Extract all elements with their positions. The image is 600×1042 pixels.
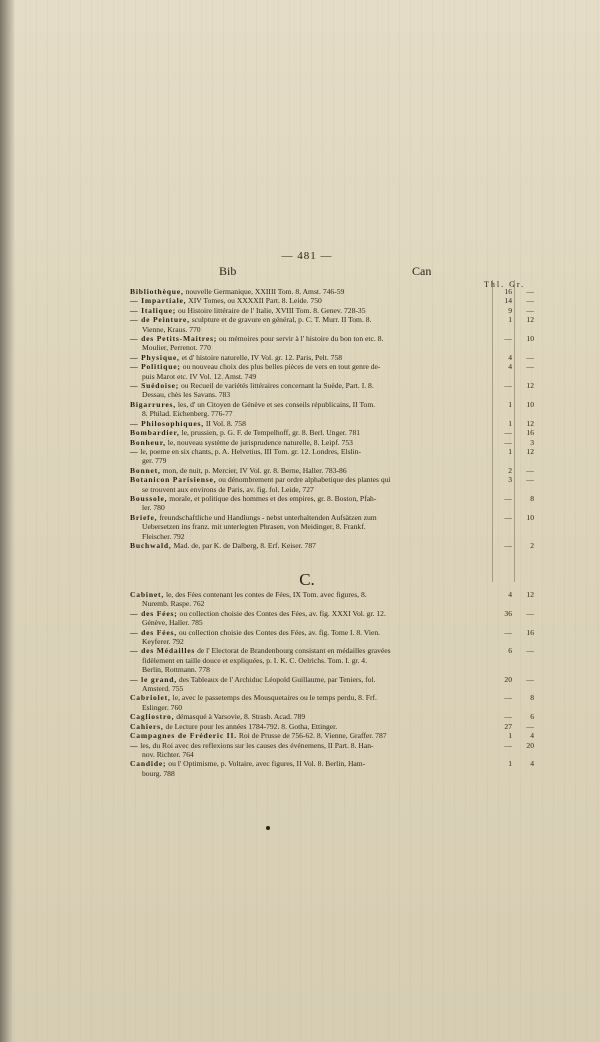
entry-list-b <box>130 287 534 550</box>
entry-heading: — Suédoise; <box>130 381 180 391</box>
entry-heading: — Italique; <box>130 305 177 315</box>
catalog-entry <box>130 315 534 334</box>
entry-line: de Lecture pour les années 1784-792. 8. Gotha, Ettinger. <box>165 721 338 731</box>
price-groschen: 16 <box>526 428 534 438</box>
catalog-entry <box>130 590 534 609</box>
entry-line: ou mémoires pour servir à l' histoire du bon ton etc. 8. <box>219 334 384 344</box>
entry-line: puis Marot etc. IV Vol. 12. Amst. 749 <box>142 371 257 381</box>
entry-text <box>130 315 490 334</box>
entry-text <box>130 712 490 721</box>
catalog-entry <box>130 513 534 541</box>
entry-line: Génève, Haller. 785 <box>142 618 203 628</box>
price-groschen: 4 <box>530 731 534 741</box>
price-groschen: 12 <box>526 418 534 428</box>
price-groschen: — <box>526 646 534 656</box>
price-thaler: 3 <box>508 475 512 485</box>
catalog-entry <box>130 722 534 731</box>
catalog-entry <box>130 334 534 353</box>
price-groschen: 20 <box>526 740 534 750</box>
entry-text <box>130 494 490 513</box>
price-thaler: 1 <box>508 399 512 409</box>
price-thaler: 4 <box>508 352 512 362</box>
entry-text <box>130 381 490 400</box>
entry-heading: Buchwald, <box>130 540 172 550</box>
catalog-entry <box>130 447 534 466</box>
price-groschen: 12 <box>526 381 534 391</box>
entry-heading: — Physique, <box>130 352 180 362</box>
price-groschen: — <box>526 674 534 684</box>
catalog-entry <box>130 362 534 381</box>
price-thaler: — <box>504 437 512 447</box>
entry-heading: Cagliostro, <box>130 712 175 722</box>
entry-text <box>130 759 490 778</box>
price-thaler: 2 <box>508 465 512 475</box>
entry-heading: — Impartiale, <box>130 296 187 306</box>
entry-line: ou dénombrement par ordre alphabetique des plantes qui <box>218 475 391 485</box>
entry-heading: — des Fées, <box>130 627 177 637</box>
entry-heading: — Politique; <box>130 362 181 372</box>
entry-line: le, avec le passetemps des Mousquetaires ou le temps perdu, 8. Frf. <box>172 693 377 703</box>
entry-text <box>130 466 490 475</box>
entry-text <box>130 287 490 296</box>
entry-text <box>130 419 490 428</box>
entry-list-c <box>130 590 534 778</box>
entry-line: Fleischer. 792 <box>142 531 185 541</box>
book-page <box>14 0 600 1042</box>
entry-text <box>130 541 490 550</box>
entry-line: nov. Richter. 764 <box>142 749 194 759</box>
price-thaler: — <box>504 493 512 503</box>
entry-heading: — <box>130 446 139 456</box>
entry-line: Uebersetzen ins franz. mit unterlegten Phrasen, von Meidinger, 8. Frankf. <box>142 522 366 532</box>
price-groschen: — <box>526 721 534 731</box>
entry-line: ou nouveau choix des plus belles pièces de vers en tout genre de- <box>182 362 381 372</box>
entry-line: et d' histoire naturelle, IV Vol. gr. 12. Paris, Pelt. 758 <box>181 352 343 362</box>
price-thaler: — <box>504 693 512 703</box>
entry-heading: — des Médailles <box>130 646 196 656</box>
price-thaler: 1 <box>508 418 512 428</box>
catalog-entry <box>130 296 534 305</box>
entry-heading: — des Petits-Maitres; <box>130 334 218 344</box>
price-groschen: 10 <box>526 512 534 522</box>
entry-line: des Tableaux de l' Archiduc Léopold Guillaume, par Teniers, fol. <box>178 674 376 684</box>
entry-text <box>130 590 490 609</box>
entry-line: sculpture et de gravure en général, p. C. T. Murr. II Tom. 8. <box>191 315 372 325</box>
price-thaler: 4 <box>508 590 512 599</box>
entry-line: nouvelle Germanique, XXIIII Tom. 8. Amst. 746-59 <box>185 287 345 296</box>
entry-line: Keyferer. 792 <box>142 637 184 647</box>
price-thaler: — <box>504 381 512 391</box>
entry-line: ou Histoire littéraire de l' Italie, XVIII Tom. 8. Genev. 728-35 <box>178 305 366 315</box>
catalog-entry <box>130 646 534 674</box>
entry-heading: Bombardier, <box>130 428 180 438</box>
entry-line: ler. 780 <box>142 503 165 513</box>
entry-line: le, des Fées contenant les contes de Fées, IX Tom. avec figures, 8. <box>165 590 367 599</box>
page-number: — 481 — <box>281 250 333 262</box>
price-groschen: 12 <box>526 315 534 325</box>
entry-text <box>130 438 490 447</box>
price-thaler: 14 <box>504 296 512 306</box>
price-groschen: 6 <box>530 712 534 722</box>
entry-line: 8. Philad. Eichenberg. 776-77 <box>142 409 233 419</box>
catalog-entry <box>130 741 534 760</box>
price-groschen: — <box>526 608 534 618</box>
price-groschen: 4 <box>530 759 534 769</box>
entry-line: le, poeme en six chants, p. A. Helvetius, III Tom. gr. 12. Londres, Elslin- <box>140 446 362 456</box>
price-groschen: 2 <box>530 540 534 550</box>
ink-spot <box>266 826 270 830</box>
price-thaler: — <box>504 740 512 750</box>
price-thaler: — <box>504 334 512 344</box>
entry-heading: Bigarrures, <box>130 399 176 409</box>
price-thaler: — <box>504 512 512 522</box>
catalog-entry <box>130 675 534 694</box>
price-thaler: — <box>504 540 512 550</box>
entry-heading: Botanicon Parisiense, <box>130 475 217 485</box>
catalog-entry <box>130 475 534 494</box>
entry-heading: — Philosophiques, <box>130 418 204 428</box>
price-groschen: 12 <box>526 590 534 599</box>
catalog-entry <box>130 693 534 712</box>
entry-heading: Campagnes de Fréderic II. <box>130 731 237 741</box>
entry-line: Berlin, Rottmann. 778 <box>142 665 210 675</box>
catalog-entry <box>130 494 534 513</box>
entry-text <box>130 722 490 731</box>
entry-text <box>130 428 490 437</box>
entry-line: Dessau, chès les Savans. 783 <box>142 390 231 400</box>
entry-line: démasqué à Varsovie, 8. Strasb. Acad. 789 <box>176 712 306 722</box>
price-thaler: 16 <box>504 287 512 296</box>
entry-text <box>130 693 490 712</box>
catalog-entry <box>130 428 534 437</box>
price-thaler: 36 <box>504 608 512 618</box>
entry-text <box>130 628 490 647</box>
price-thaler: — <box>504 627 512 637</box>
entry-line: morale, et politique des hommes et des empires, gr. 8. Boston, Pfah- <box>169 493 377 503</box>
entry-line: le, nouveau système de jurisprudence naturelle, 8. Leipf. 753 <box>167 437 353 447</box>
catalog-entry <box>130 400 534 419</box>
entry-heading: Candide; <box>130 759 167 769</box>
entry-line: ou l' Optimisme, p. Voltaire, avec figures, II Vol. 8. Berlin, Ham- <box>168 759 366 769</box>
entry-heading: Bonnet, <box>130 465 161 475</box>
price-thaler: — <box>504 428 512 438</box>
entry-heading: Briefe, <box>130 512 158 522</box>
entry-line: XIV Tomes, ou XXXXII Part. 8. Leide. 750 <box>188 296 322 306</box>
entry-heading: Cabinet, <box>130 590 165 599</box>
price-groschen: 12 <box>526 446 534 456</box>
price-groschen: — <box>526 475 534 485</box>
entry-line: ou collection choisie des Contes des Fées, av. fig. XXXI Vol. gr. 12. <box>179 608 386 618</box>
entry-line: Roi de Prusse de 756-62. 8. Vienne, Graffer. 787 <box>238 731 387 741</box>
entry-heading: — le grand, <box>130 674 177 684</box>
price-thaler: 27 <box>504 721 512 731</box>
price-thaler: 1 <box>508 315 512 325</box>
entry-text <box>130 306 490 315</box>
entry-text <box>130 296 490 305</box>
entry-line: de l' Electorat de Brandenbourg consistant en médailles gravées <box>197 646 391 656</box>
entry-text <box>130 675 490 694</box>
price-groschen: 8 <box>530 493 534 503</box>
entry-text <box>130 400 490 419</box>
catalog-entry <box>130 287 534 296</box>
entry-heading: Cabriolet, <box>130 693 171 703</box>
entry-line: se trouvent aux environs de Paris, av. fig. fol. Leide, 727 <box>142 484 314 494</box>
price-groschen: 16 <box>526 627 534 637</box>
entry-line: ou Recueil de variétés littéraires concernant la Suède, Part. I. 8. <box>181 381 374 391</box>
entry-line: Amsterd. 755 <box>142 684 184 694</box>
entry-line: mon, de nuit, p. Mercier, IV Vol. gr. 8. Berne, Haller. 783-86 <box>162 465 347 475</box>
entry-heading: — de Peinture, <box>130 315 190 325</box>
catalog-entry <box>130 609 534 628</box>
catalog-entry <box>130 541 534 550</box>
entry-line: les, d' un Citoyen de Génève et ses conseils républicains, II Tom. <box>177 399 376 409</box>
price-groschen: — <box>526 296 534 306</box>
entry-line: freundschaftliche und Handlungs - nebst unterhaltenden Aufsätzen zum <box>159 512 377 522</box>
price-groschen: — <box>526 287 534 296</box>
price-thaler: 1 <box>508 759 512 769</box>
price-thaler: 1 <box>508 446 512 456</box>
price-thaler: 1 <box>508 731 512 741</box>
catalog-entry <box>130 628 534 647</box>
scan-shadow-edge <box>0 0 14 1042</box>
entry-line: II Vol. 8. 758 <box>205 418 246 428</box>
catalog-entry <box>130 731 534 740</box>
catalog-entry <box>130 306 534 315</box>
price-groschen: 10 <box>526 399 534 409</box>
entry-line: le, prussien, p. G. F. de Tempelhoff, gr. 8. Berl. Unger. 781 <box>181 428 361 438</box>
price-thaler: 4 <box>508 362 512 372</box>
price-thaler: — <box>504 712 512 722</box>
entry-heading: — des Fées; <box>130 608 178 618</box>
entry-line: Vienne, Kraus. 770 <box>142 324 201 334</box>
entry-text <box>130 731 490 740</box>
entry-text <box>130 513 490 541</box>
entry-text <box>130 362 490 381</box>
entry-heading: Cahiers, <box>130 721 164 731</box>
running-head-right: Can <box>412 264 432 278</box>
entry-line: bourg. 788 <box>142 768 175 778</box>
entry-line: ger. 779 <box>142 456 167 466</box>
entry-heading: — <box>130 740 139 750</box>
entry-heading: Bibliothèque, <box>130 287 184 296</box>
catalog-entry <box>130 353 534 362</box>
price-groschen: — <box>526 465 534 475</box>
entry-line: ou collection choisie des Contes des Fées, av. fig. Tome I. 8. Vien. <box>178 627 381 637</box>
entry-text <box>130 447 490 466</box>
price-groschen: — <box>526 362 534 372</box>
price-column-heads: Thl. Gr. <box>484 280 526 289</box>
entry-heading: Bonheur, <box>130 437 166 447</box>
running-head-left: Bib <box>219 264 237 278</box>
catalog-entry <box>130 419 534 428</box>
price-groschen: — <box>526 305 534 315</box>
entry-text <box>130 353 490 362</box>
entry-text <box>130 334 490 353</box>
entry-line: Mad. de, par K. de Dalberg, 8. Erf. Keiser. 787 <box>173 540 316 550</box>
entry-line: Eslinger. 760 <box>142 702 183 712</box>
entry-line: les, du Roi avec des reflexions sur les causes des événemens, II Part. 8. Han- <box>140 740 374 750</box>
entry-text <box>130 609 490 628</box>
catalog-entry <box>130 759 534 778</box>
price-groschen: — <box>526 352 534 362</box>
price-thaler: 20 <box>504 674 512 684</box>
entry-text <box>130 646 490 674</box>
entry-line: Nuremb. Raspe. 762 <box>142 599 205 609</box>
price-groschen: 10 <box>526 334 534 344</box>
price-groschen: 3 <box>530 437 534 447</box>
catalog-entry <box>130 466 534 475</box>
price-groschen: 8 <box>530 693 534 703</box>
entry-heading: Boussole, <box>130 493 168 503</box>
catalog-entry <box>130 381 534 400</box>
entry-text <box>130 741 490 760</box>
entry-line: Moulier, Perrenot. 770 <box>142 343 211 353</box>
catalog-entry <box>130 438 534 447</box>
entry-line: fidèlement en taille douce et expliquées, p. I. K. C. Oelrichs. Tom. I. gr. 4. <box>142 655 367 665</box>
entry-text <box>130 475 490 494</box>
price-thaler: 6 <box>508 646 512 656</box>
section-letter-c: C. <box>299 570 315 589</box>
price-thaler: 9 <box>508 305 512 315</box>
catalog-entry <box>130 712 534 721</box>
